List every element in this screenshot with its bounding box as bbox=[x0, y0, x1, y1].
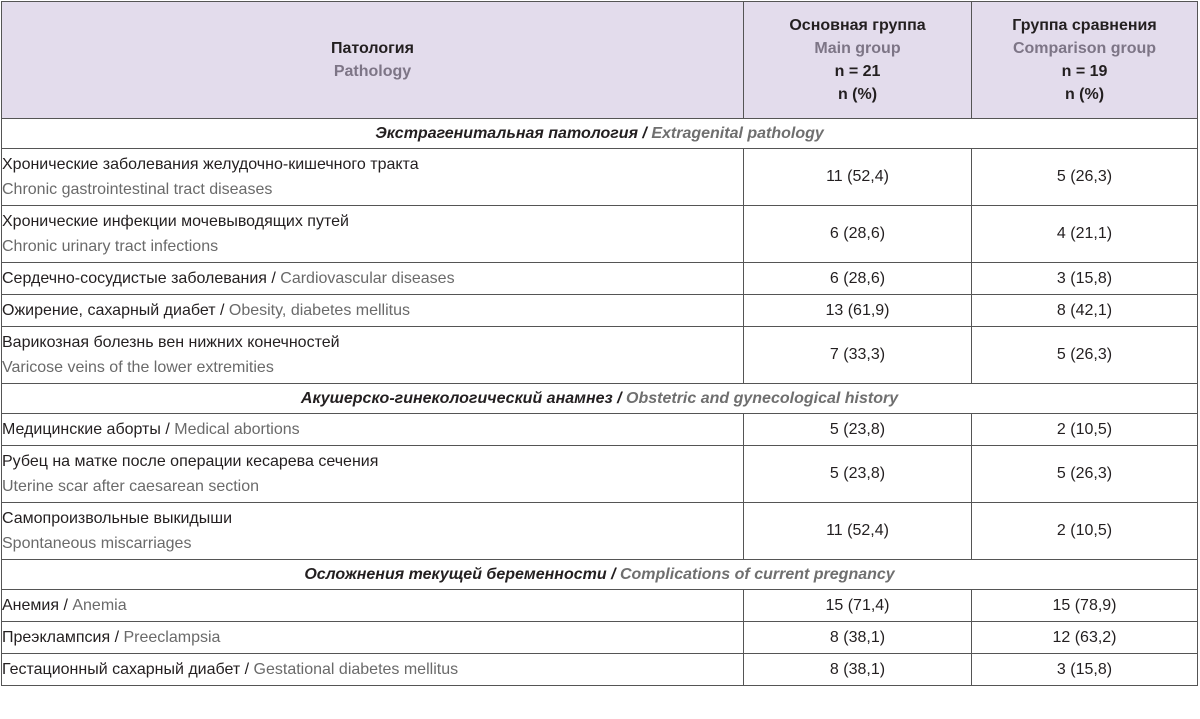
section-header-row bbox=[2, 384, 1198, 414]
header-comp-en: Comparison group bbox=[1012, 40, 1157, 57]
section-title-ru: Экстрагенитальная патология / bbox=[375, 124, 647, 142]
table-row bbox=[2, 295, 1198, 327]
header-row bbox=[2, 2, 1198, 119]
header-main-group bbox=[744, 2, 972, 119]
cell-comparison: 3 (15,8) bbox=[972, 654, 1198, 686]
header-comparison-group bbox=[972, 2, 1198, 119]
table-row bbox=[2, 622, 1198, 654]
header-comp-pct: n (%) bbox=[1064, 86, 1105, 103]
row-label-ru: Хронические инфекции мочевыводящих путей bbox=[2, 213, 349, 230]
section-title-en: Extragenital pathology bbox=[651, 124, 824, 142]
row-label-en: Varicose veins of the lower extremities bbox=[2, 359, 274, 376]
section-header-row bbox=[2, 560, 1198, 590]
table-row bbox=[2, 446, 1198, 503]
cell-comparison: 2 (10,5) bbox=[972, 414, 1198, 446]
pathology-table bbox=[1, 1, 1198, 686]
cell-main: 6 (28,6) bbox=[744, 206, 972, 263]
row-label bbox=[2, 622, 744, 654]
section-title bbox=[2, 119, 1198, 149]
section-title-en: Complications of current pregnancy bbox=[619, 565, 895, 583]
row-label-ru: Рубец на матке после операции кесарева сечения bbox=[2, 453, 379, 470]
row-label-en: Chronic gastrointestinal tract diseases bbox=[2, 181, 273, 198]
cell-comparison: 3 (15,8) bbox=[972, 263, 1198, 295]
section-title-ru: Осложнения текущей беременности / bbox=[304, 565, 616, 583]
row-label bbox=[2, 590, 744, 622]
table-row bbox=[2, 327, 1198, 384]
row-label bbox=[2, 654, 744, 686]
row-label bbox=[2, 206, 744, 263]
header-comp-ru: Группа сравнения bbox=[1012, 17, 1157, 34]
row-label bbox=[2, 295, 744, 327]
cell-comparison: 5 (26,3) bbox=[972, 327, 1198, 384]
cell-main: 5 (23,8) bbox=[744, 414, 972, 446]
cell-main: 5 (23,8) bbox=[744, 446, 972, 503]
row-label-ru: Хронические заболевания желудочно-кишечного тракта bbox=[2, 156, 419, 173]
table-row bbox=[2, 590, 1198, 622]
header-main-pct: n (%) bbox=[837, 86, 878, 103]
table-row bbox=[2, 263, 1198, 295]
cell-main: 11 (52,4) bbox=[744, 503, 972, 560]
header-pathology-ru: Патология bbox=[331, 40, 414, 57]
row-label-ru: Сердечно-сосудистые заболевания / bbox=[2, 270, 276, 287]
header-pathology-en: Pathology bbox=[333, 63, 412, 80]
row-label bbox=[2, 263, 744, 295]
header-main-n: n = 21 bbox=[834, 63, 881, 80]
section-title-en: Obstetric and gynecological history bbox=[626, 389, 899, 407]
row-label-en: Uterine scar after caesarean section bbox=[2, 478, 260, 495]
row-label bbox=[2, 149, 744, 206]
row-label-en: Gestational diabetes mellitus bbox=[253, 661, 459, 678]
section-title bbox=[2, 384, 1198, 414]
table-row bbox=[2, 206, 1198, 263]
cell-comparison: 2 (10,5) bbox=[972, 503, 1198, 560]
header-comp-n: n = 19 bbox=[1061, 63, 1108, 80]
row-label bbox=[2, 503, 744, 560]
table-row bbox=[2, 414, 1198, 446]
section-title-ru: Акушерско-гинекологический анамнез / bbox=[300, 389, 622, 407]
row-label-en: Obesity, diabetes mellitus bbox=[228, 302, 410, 319]
row-label-en: Cardiovascular diseases bbox=[280, 270, 455, 287]
row-label bbox=[2, 414, 744, 446]
cell-main: 8 (38,1) bbox=[744, 622, 972, 654]
section-title bbox=[2, 560, 1198, 590]
row-label-en: Preeclampsia bbox=[123, 629, 221, 646]
row-label-ru: Самопроизвольные выкидыши bbox=[2, 510, 233, 527]
cell-comparison: 5 (26,3) bbox=[972, 446, 1198, 503]
header-pathology bbox=[2, 2, 744, 119]
cell-main: 7 (33,3) bbox=[744, 327, 972, 384]
row-label-ru: Анемия / bbox=[2, 597, 68, 614]
row-label-ru: Преэклампсия / bbox=[2, 629, 120, 646]
row-label-ru: Медицинские аборты / bbox=[2, 421, 170, 438]
header-main-en: Main group bbox=[814, 40, 901, 57]
cell-comparison: 5 (26,3) bbox=[972, 149, 1198, 206]
cell-main: 11 (52,4) bbox=[744, 149, 972, 206]
row-label-en: Medical abortions bbox=[174, 421, 300, 438]
table-row bbox=[2, 654, 1198, 686]
table-row bbox=[2, 503, 1198, 560]
row-label-en: Anemia bbox=[72, 597, 127, 614]
section-header-row bbox=[2, 119, 1198, 149]
cell-comparison: 12 (63,2) bbox=[972, 622, 1198, 654]
table-container bbox=[1, 1, 1197, 686]
cell-comparison: 8 (42,1) bbox=[972, 295, 1198, 327]
cell-comparison: 15 (78,9) bbox=[972, 590, 1198, 622]
cell-main: 13 (61,9) bbox=[744, 295, 972, 327]
row-label-ru: Варикозная болезнь вен нижних конечностей bbox=[2, 334, 340, 351]
cell-main: 8 (38,1) bbox=[744, 654, 972, 686]
row-label bbox=[2, 446, 744, 503]
table-row bbox=[2, 149, 1198, 206]
row-label bbox=[2, 327, 744, 384]
row-label-ru: Гестационный сахарный диабет / bbox=[2, 661, 250, 678]
cell-main: 6 (28,6) bbox=[744, 263, 972, 295]
row-label-ru: Ожирение, сахарный диабет / bbox=[2, 302, 225, 319]
cell-comparison: 4 (21,1) bbox=[972, 206, 1198, 263]
row-label-en: Chronic urinary tract infections bbox=[2, 238, 219, 255]
header-main-ru: Основная группа bbox=[789, 17, 926, 34]
row-label-en: Spontaneous miscarriages bbox=[2, 535, 192, 552]
cell-main: 15 (71,4) bbox=[744, 590, 972, 622]
